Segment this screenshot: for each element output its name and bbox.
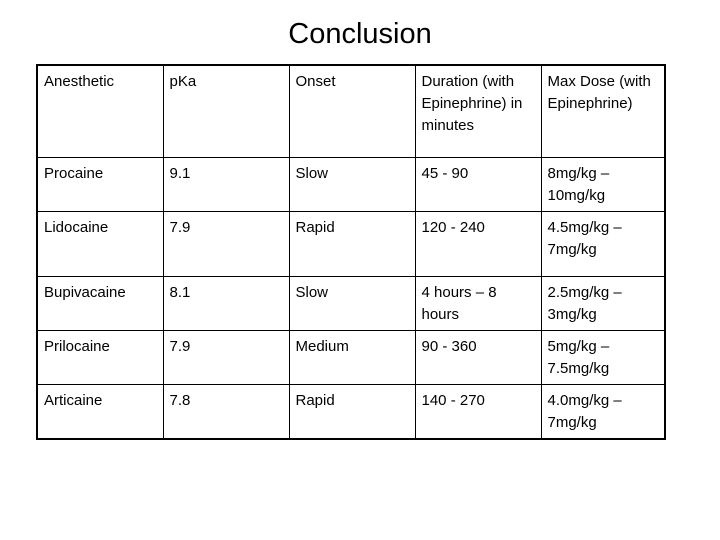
table-cell: 4.0mg/kg – 7mg/kg [541,384,665,439]
table-cell: 9.1 [163,157,289,211]
table-cell: Bupivacaine [37,276,163,330]
table-cell: 120 - 240 [415,211,541,276]
table-cell: Lidocaine [37,211,163,276]
anesthetic-table [36,64,666,440]
table-cell: 4.5mg/kg – 7mg/kg [541,211,665,276]
table-cell: 7.9 [163,330,289,384]
header-cell: Anesthetic [37,65,163,157]
table-row [37,276,665,330]
table-cell: Slow [289,157,415,211]
table-row [37,330,665,384]
table-cell: 8.1 [163,276,289,330]
table-cell: Medium [289,330,415,384]
table-cell: 4 hours – 8 hours [415,276,541,330]
table-row [37,384,665,439]
table-cell: 5mg/kg – 7.5mg/kg [541,330,665,384]
table-cell: 140 - 270 [415,384,541,439]
slide-title: Conclusion [288,18,432,50]
table-cell: Rapid [289,384,415,439]
table-cell: 7.8 [163,384,289,439]
table-row [37,211,665,276]
table-cell: Articaine [37,384,163,439]
header-cell: pKa [163,65,289,157]
header-cell: Max Dose (with Epinephrine) [541,65,665,157]
table-cell: Slow [289,276,415,330]
table-cell: 7.9 [163,211,289,276]
table-row [37,157,665,211]
table-cell: 8mg/kg – 10mg/kg [541,157,665,211]
table-cell: 45 - 90 [415,157,541,211]
table-cell: Prilocaine [37,330,163,384]
header-cell: Onset [289,65,415,157]
table-cell: 90 - 360 [415,330,541,384]
table-cell: Procaine [37,157,163,211]
table-cell: Rapid [289,211,415,276]
header-cell: Duration (with Epinephrine) in minutes [415,65,541,157]
table-header-row [37,65,665,157]
table-cell: 2.5mg/kg – 3mg/kg [541,276,665,330]
